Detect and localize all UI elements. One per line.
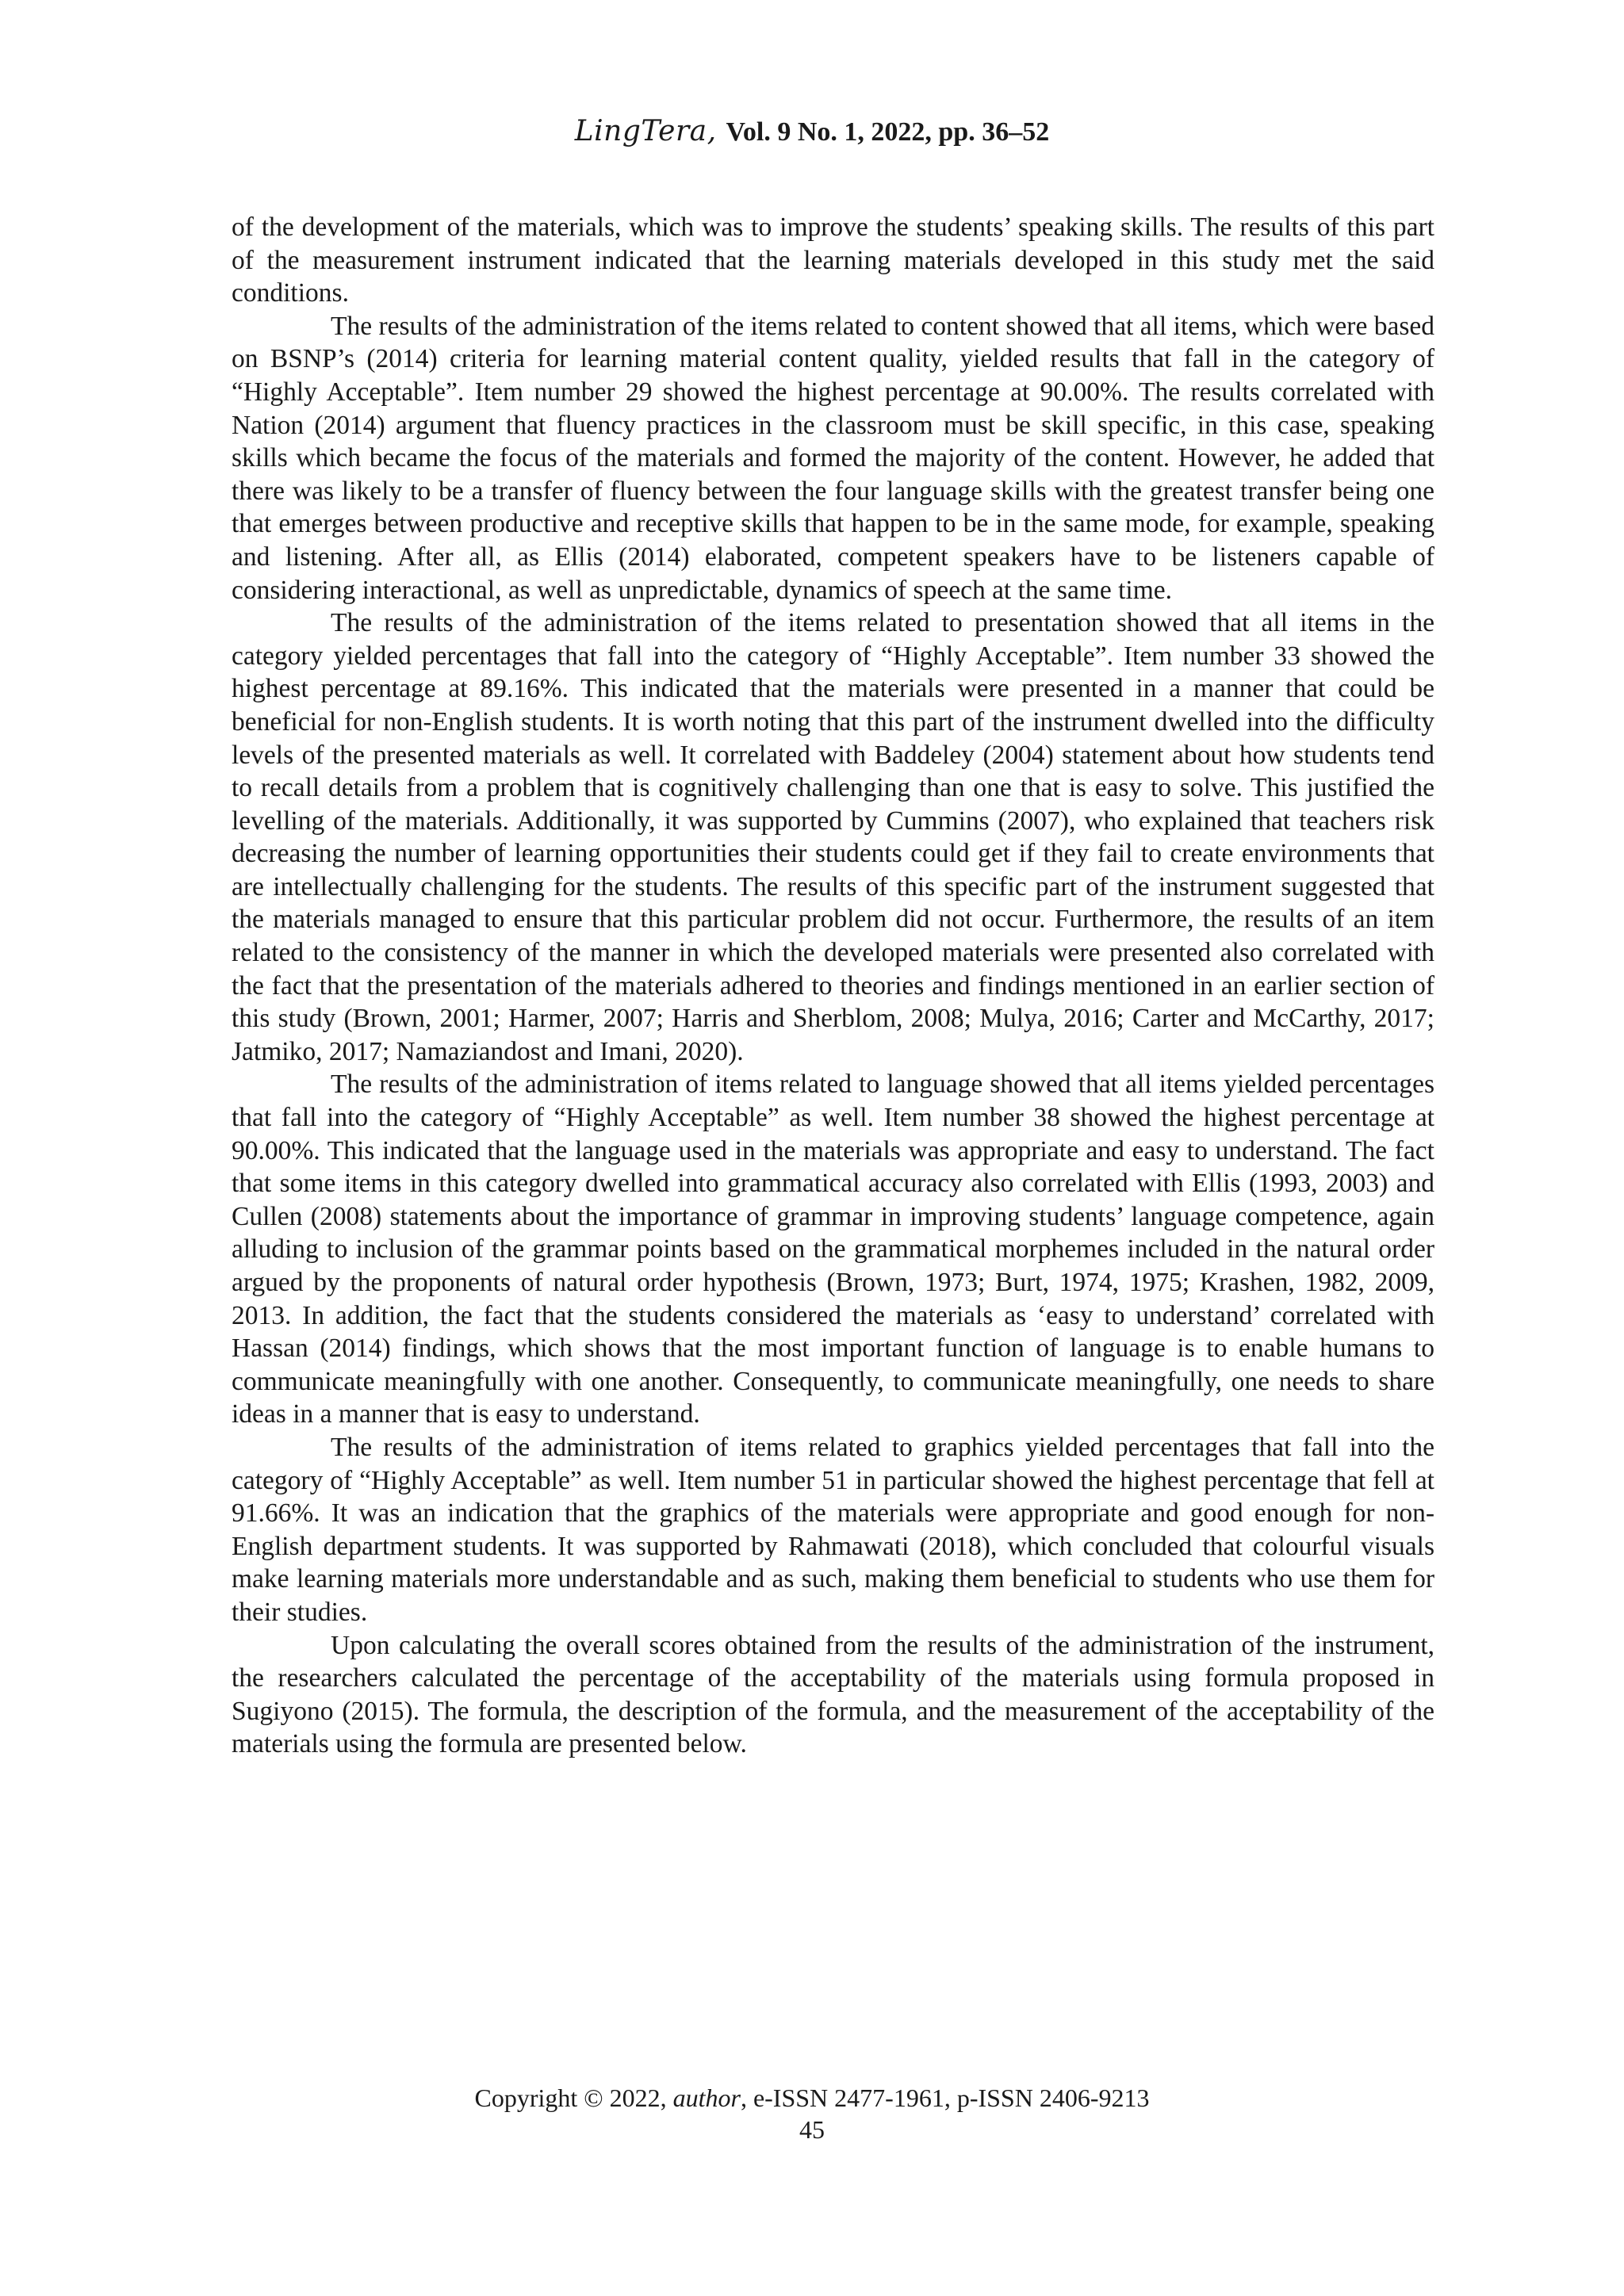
page-footer bbox=[0, 2082, 1624, 2145]
running-header bbox=[0, 116, 1624, 148]
paragraph-graphics-results: The results of the administration of items related to graphics yielded percentages that fall into the category of “Highly Acceptable” as well. Item number 51 in particular showed the highest percentage that fell at 91.66%. It was an indication that the graphics of the materials were appropriate and good enough for non-English department students. It was supported by Rahmawati (2018), which concluded that colourful visuals make learning materials more understandable and as such, making them beneficial to students who use them for their studies. bbox=[232, 1432, 1434, 1627]
page-number: 45 bbox=[799, 2115, 825, 2144]
paragraph-content-results: The results of the administration of the items related to content showed that all items, which were based on BSNP’s (2014) criteria for learning material content quality, yielded results that fall in the category of “Highly Acceptable”. Item number 29 showed the highest percentage at 90.00%. The results correlated with Nation (2014) argument that fluency practices in the classroom must be skill specific, in this case, speaking skills which became the focus of the materials and formed the majority of the content. However, he added that there was likely to be a transfer of fluency between the four language skills with the greatest transfer being one that emerges between productive and receptive skills that happen to be in the same mode, for example, speaking and listening. After all, as Ellis (2014) elaborated, competent speakers have to be listeners capable of considering interactional, as well as unpredictable, dynamics of speech at the same time. bbox=[232, 311, 1434, 605]
copyright-line bbox=[0, 2082, 1624, 2114]
issn-text: , e-ISSN 2477-1961, p-ISSN 2406-9213 bbox=[740, 2084, 1150, 2112]
journal-logo: LingTera, bbox=[574, 115, 717, 147]
paragraph-continuation: of the development of the materials, which was to improve the students’ speaking skills. The results of this part of the measurement instrument indicated that the learning materials developed in this study met the said conditions. bbox=[232, 212, 1434, 308]
paragraph-overall-scores: Upon calculating the overall scores obtained from the results of the administration of the instrument, the researchers calculated the percentage of the acceptability of the materials using formula proposed in Sugiyono (2015). The formula, the description of the formula, and the measurement of the acceptability of the materials using the formula are presented below. bbox=[232, 1630, 1434, 1759]
body-text bbox=[232, 211, 1434, 1761]
paragraph-language-results: The results of the administration of items related to language showed that all items yielded percentages that fall into the category of “Highly Acceptable” as well. Item number 38 showed the highest percentage at 90.00%. This indicated that the language used in the materials was appropriate and easy to understand. The fact that some items in this category dwelled into grammatical accuracy also correlated with Ellis (1993, 2003) and Cullen (2008) statements about the importance of grammar in improving students’ language competence, again alluding to inclusion of the grammar points based on the grammatical morphemes included in the natural order argued by the proponents of natural order hypothesis (Brown, 1973; Burt, 1974, 1975; Krashen, 1982, 2009, 2013. In addition, the fact that the students considered the materials as ‘easy to understand’ correlated with Hassan (2014) findings, which shows that the most important function of language is to enable humans to communicate meaningfully with one another. Consequently, to communicate meaningfully, one needs to share ideas in a manner that is easy to understand. bbox=[232, 1070, 1434, 1429]
copyright-prefix: Copyright © 2022, bbox=[474, 2084, 673, 2112]
copyright-author: author bbox=[672, 2084, 741, 2112]
volume-info: Vol. 9 No. 1, 2022, pp. 36–52 bbox=[726, 117, 1050, 147]
paragraph-presentation-results: The results of the administration of the items related to presentation showed that all items in the category yielded percentages that fall into the category of “Highly Acceptable”. Item number 33 showed the highest percentage at 89.16%. This indicated that the materials were presented in a manner that could be beneficial for non-English students. It is worth noting that this part of the instrument dwelled into the difficulty levels of the presented materials as well. It correlated with Baddeley (2004) statement about how students tend to recall details from a problem that is cognitively challenging than one that is easy to solve. This justified the levelling of the materials. Additionally, it was supported by Cummins (2007), who explained that teachers risk decreasing the number of learning opportunities their students could get if they fail to create environments that are intellectually challenging for the students. The results of this specific part of the instrument suggested that the materials managed to ensure that this particular problem did not occur. Furthermore, the results of an item related to the consistency of the manner in which the developed materials were presented also correlated with the fact that the presentation of the materials adhered to theories and findings mentioned in an earlier section of this study (Brown, 2001; Harmer, 2007; Harris and Sherblom, 2008; Mulya, 2016; Carter and McCarthy, 2017; Jatmiko, 2017; Namaziandost and Imani, 2020). bbox=[232, 608, 1434, 1066]
